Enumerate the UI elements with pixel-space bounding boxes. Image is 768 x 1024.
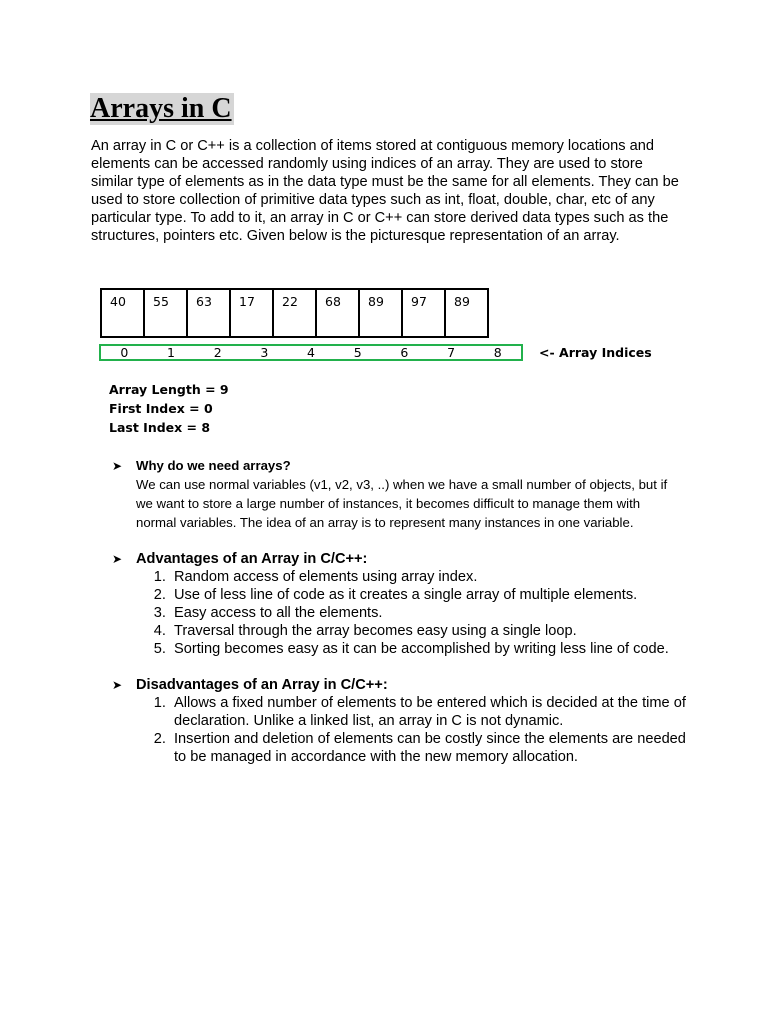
advantages-list: [112, 568, 700, 658]
array-index: 1: [167, 345, 175, 360]
list-item: 2. Insertion and deletion of elements can be costly since the elements are needed to be managed in accordance with the new memory allocation.: [170, 730, 700, 766]
arrow-bullet-icon: ➤: [112, 678, 123, 692]
array-index: 8: [493, 345, 502, 360]
array-length: Array Length = 9: [109, 382, 229, 397]
list-item: 3. Easy access to all the elements.: [170, 604, 700, 622]
section-body: We can use normal variables (v1, v2, v3, ..) when we have a small number of objects, but if we want to store a large number of instances, it becomes difficult to manage them with normal variables. The idea of an array is to represent many instances in one variable.: [136, 477, 668, 530]
array-index: 5: [353, 345, 362, 360]
section-heading-text: Why do we need arrays?: [136, 458, 291, 473]
array-index: 4: [307, 345, 315, 360]
array-cell: 22: [272, 288, 317, 338]
section-why: [112, 457, 676, 532]
array-indices-label: <- Array Indices: [539, 345, 652, 360]
array-index: 7: [447, 345, 456, 360]
intro-paragraph: An array in C or C++ is a collection of items stored at contiguous memory locations and elements can be accessed randomly using indices of an array. They are used to store similar type of elements as in the data type must be the same for all elements. They can be used to store collection of primitive data types such as int, float, double, char, etc of any particular type. To add to it, an array in C or C++ can store derived data types such as the structures, pointers etc. Given below is the picturesque representation of an array.: [91, 138, 679, 244]
arrow-bullet-icon: ➤: [112, 552, 123, 566]
last-index: Last Index = 8: [109, 420, 211, 435]
array-indices-row: [99, 344, 523, 361]
arrow-bullet-icon: ➤: [112, 459, 123, 473]
disadvantages-list: [112, 694, 700, 766]
section-heading: [112, 457, 676, 475]
array-index: 3: [260, 345, 269, 360]
array-index: 6: [400, 345, 409, 360]
array-cell: 17: [229, 288, 274, 338]
section-heading: [112, 676, 700, 694]
section-heading-text: Advantages of an Array in C/C++:: [136, 551, 368, 567]
array-info: [109, 380, 229, 437]
array-cell: 89: [444, 288, 489, 338]
list-item: 4. Traversal through the array becomes easy using a single loop.: [170, 622, 700, 640]
list-item: 1. Allows a fixed number of elements to be entered which is decided at the time of declaration. Unlike a linked list, an array in C is not dynamic.: [170, 694, 700, 730]
list-item: 5. Sorting becomes easy as it can be accomplished by writing less line of code.: [170, 640, 700, 658]
list-item: 1. Random access of elements using array index.: [170, 568, 700, 586]
array-values-row: [100, 288, 487, 338]
list-item: 2. Use of less line of code as it creates a single array of multiple elements.: [170, 586, 700, 604]
array-cell: 63: [186, 288, 231, 338]
array-cell: 40: [100, 288, 145, 338]
array-cell: 55: [143, 288, 188, 338]
first-index: First Index = 0: [109, 401, 213, 416]
array-index: 2: [213, 345, 222, 360]
section-advantages: [112, 550, 700, 658]
array-cell: 68: [315, 288, 360, 338]
section-disadvantages: [112, 676, 700, 766]
section-heading: [112, 550, 700, 568]
array-cell: 97: [401, 288, 446, 338]
page-title: Arrays in C: [90, 93, 232, 124]
section-heading-text: Disadvantages of an Array in C/C++:: [136, 677, 388, 693]
array-cell: 89: [358, 288, 403, 338]
array-index: 0: [120, 345, 129, 360]
